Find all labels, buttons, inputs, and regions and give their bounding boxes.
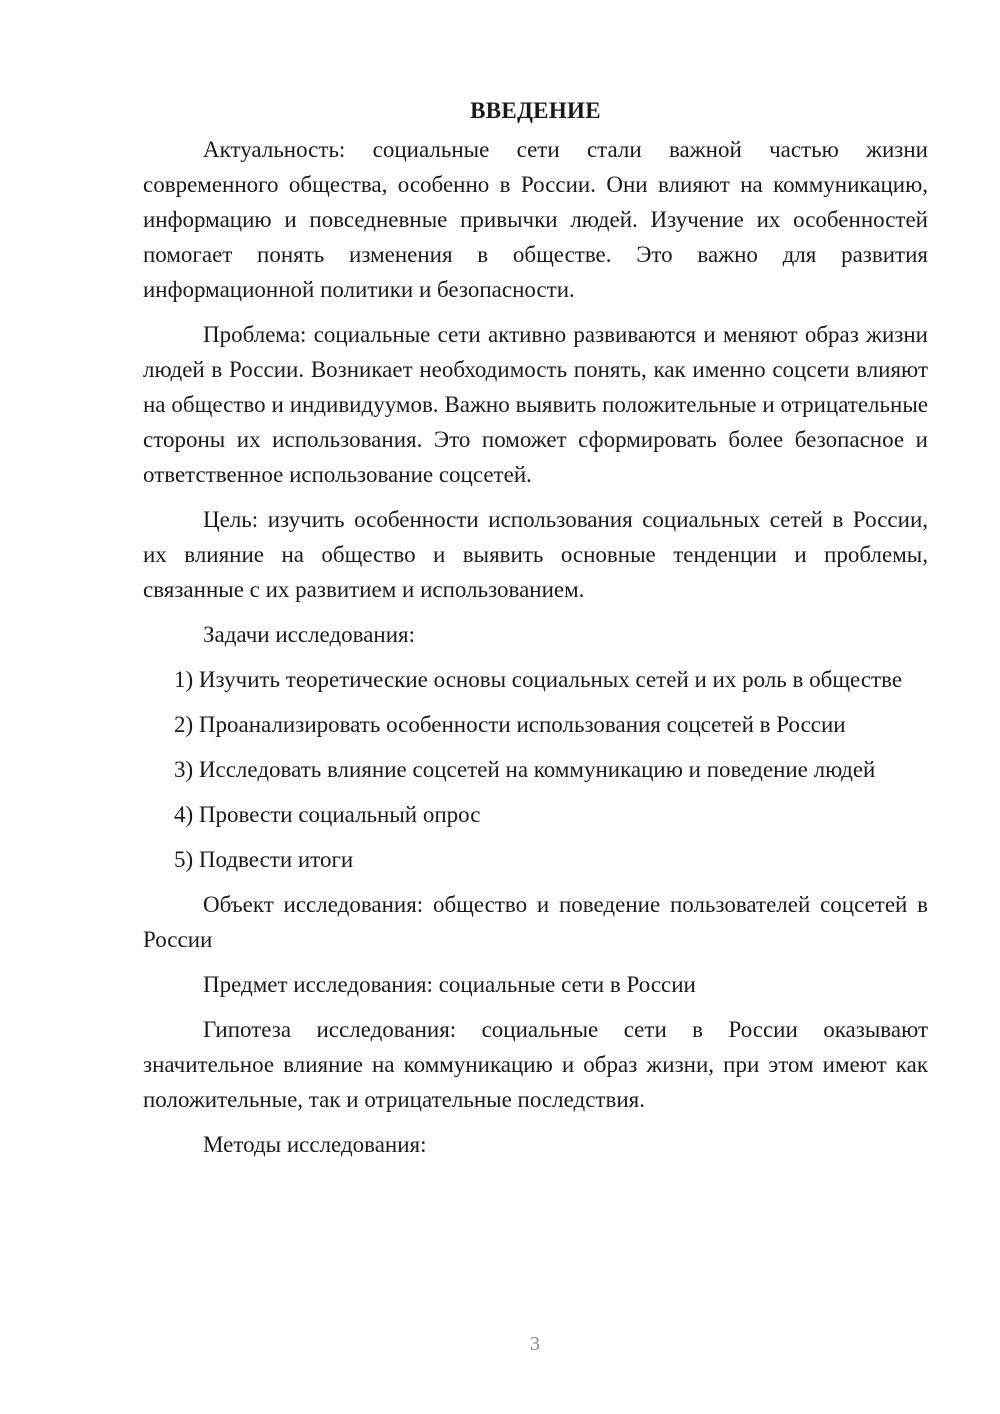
task-item: 2) Проанализировать особенности использования соцсетей в России	[174, 712, 846, 737]
paragraph-relevance: Актуальность: социальные сети стали важной частью жизни современного общества, особенно в России. Они влияют на коммуникацию, информацию и повседневные привычки людей. Изучение их особенностей помогает понять изменения в обществе. Это важно для развития информационной политики и безопасности.	[143, 137, 928, 302]
paragraph-methods: Методы исследования:	[203, 1132, 427, 1157]
paragraph-subject: Предмет исследования: социальные сети в России	[203, 972, 696, 997]
paragraph-goal: Цель: изучить особенности использования социальных сетей в России, их влияние на общество и выявить основные тенденции и проблемы, связанные с их развитием и использованием.	[143, 507, 928, 602]
section-title: ВВЕДЕНИЕ	[470, 98, 601, 123]
task-item: 5) Подвести итоги	[174, 847, 354, 872]
page-number: 3	[530, 1333, 540, 1355]
paragraph-problem: Проблема: социальные сети активно развиваются и меняют образ жизни людей в России. Возникает необходимость понять, как именно соцсети влияют на общество и индивидуумов. Важно выявить положительные и отрицательные стороны их использования. Это поможет сформировать более безопасное и ответственное использование соцсетей.	[143, 322, 928, 487]
task-item: 1) Изучить теоретические основы социальных сетей и их роль в обществе	[174, 667, 903, 692]
document-page	[143, 96, 928, 1162]
paragraph-object: Объект исследования: общество и поведение пользователей соцсетей в России	[143, 892, 928, 952]
paragraph-hypothesis: Гипотеза исследования: социальные сети в России оказывают значительное влияние на коммуникацию и образ жизни, при этом имеют как положительные, так и отрицательные последствия.	[143, 1017, 928, 1112]
paragraph-tasks-heading: Задачи исследования:	[203, 622, 416, 647]
task-item: 4) Провести социальный опрос	[174, 802, 481, 827]
task-item: 3) Исследовать влияние соцсетей на коммуникацию и поведение людей	[174, 757, 876, 782]
